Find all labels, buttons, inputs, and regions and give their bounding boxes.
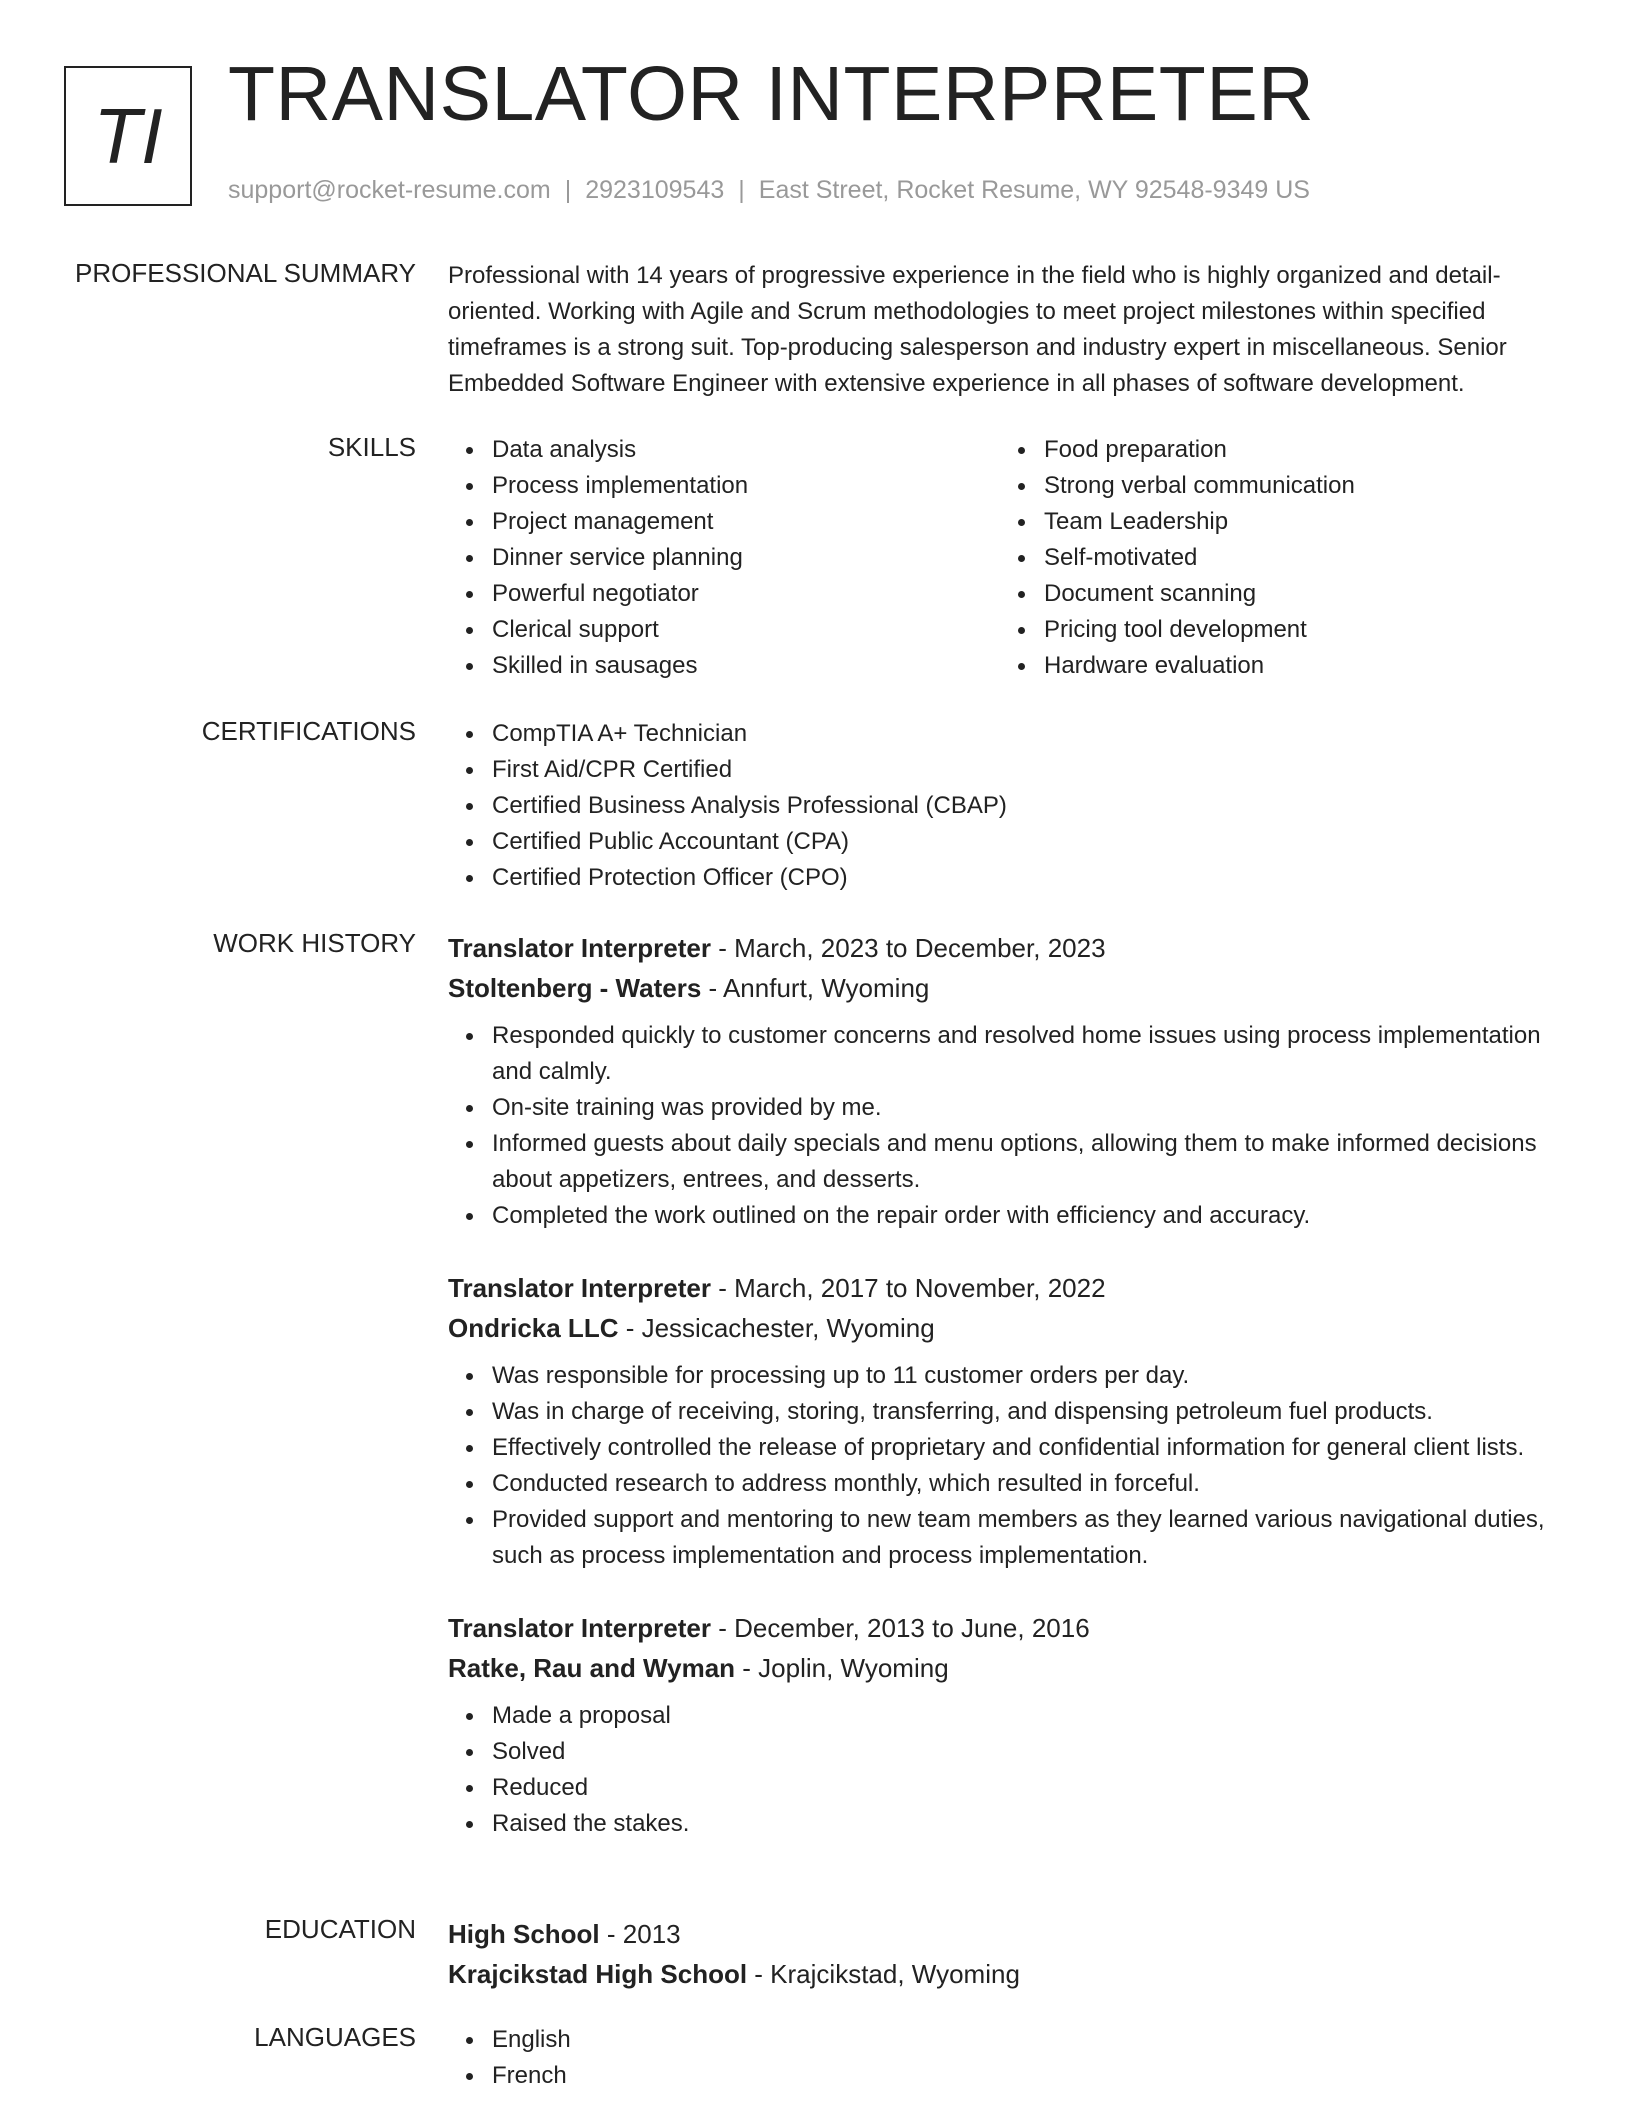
skills-column-right — [1000, 432, 1552, 684]
skill-item: Pricing tool development — [1000, 612, 1552, 648]
job-duty-item: Effectively controlled the release of proprietary and confidential information for general client lists. — [448, 1430, 1558, 1466]
skills-column-left — [448, 432, 1000, 684]
skill-item: Self-motivated — [1000, 540, 1552, 576]
employer-line — [448, 1648, 1558, 1688]
certifications-body — [448, 716, 1558, 896]
skill-item: Team Leadership — [1000, 504, 1552, 540]
skill-item: Project management — [448, 504, 1000, 540]
job-title: Translator Interpreter — [448, 1613, 711, 1643]
section-label-summary: PROFESSIONAL SUMMARY — [75, 258, 416, 288]
job-duties-list — [448, 1358, 1558, 1574]
job-duty-item: Raised the stakes. — [448, 1806, 1558, 1842]
job-title-line — [448, 928, 1558, 968]
skill-item: Hardware evaluation — [1000, 648, 1552, 684]
job-duty-item: Conducted research to address monthly, which resulted in forceful. — [448, 1466, 1558, 1502]
skill-item: Process implementation — [448, 468, 1000, 504]
employer-location: - Joplin, Wyoming — [735, 1653, 949, 1683]
job-duty-item: Provided support and mentoring to new team members as they learned various navigational duties, such as process implementation and process implementation. — [448, 1502, 1558, 1574]
certification-item: Certified Public Accountant (CPA) — [448, 824, 1558, 860]
education-body — [448, 1914, 1558, 1994]
contact-separator: | — [564, 176, 572, 204]
languages-list — [448, 2022, 1558, 2094]
certification-item: Certified Business Analysis Professional (CBAP) — [448, 788, 1558, 824]
education-degree: High School — [448, 1919, 600, 1949]
certification-item: First Aid/CPR Certified — [448, 752, 1558, 788]
section-label-skills: SKILLS — [327, 432, 416, 462]
job-entry — [448, 1608, 1558, 1842]
job-title: Translator Interpreter — [448, 1273, 711, 1303]
section-label-education: EDUCATION — [264, 1914, 416, 1944]
monogram-box — [64, 66, 192, 206]
certification-item: Certified Protection Officer (CPO) — [448, 860, 1558, 896]
job-duty-item: Made a proposal — [448, 1698, 1558, 1734]
job-dates: - March, 2023 to December, 2023 — [710, 933, 1106, 963]
skill-item: Food preparation — [1000, 432, 1552, 468]
skill-item: Clerical support — [448, 612, 1000, 648]
skill-item: Data analysis — [448, 432, 1000, 468]
job-duties-list — [448, 1018, 1558, 1234]
skill-item: Skilled in sausages — [448, 648, 1000, 684]
employer-location: - Jessicachester, Wyoming — [618, 1313, 935, 1343]
job-entry — [448, 928, 1558, 1234]
skill-item: Strong verbal communication — [1000, 468, 1552, 504]
skill-item: Dinner service planning — [448, 540, 1000, 576]
job-duty-item: Was responsible for processing up to 11 customer orders per day. — [448, 1358, 1558, 1394]
job-duty-item: Completed the work outlined on the repair order with efficiency and accuracy. — [448, 1198, 1558, 1234]
education-school-line — [448, 1954, 1558, 1994]
employer-location: - Annfurt, Wyoming — [701, 973, 930, 1003]
section-label-work: WORK HISTORY — [213, 928, 416, 958]
contact-phone: 2923109543 — [585, 176, 725, 204]
job-dates: - December, 2013 to June, 2016 — [710, 1613, 1090, 1643]
job-duty-item: Solved — [448, 1734, 1558, 1770]
education-school: Krajcikstad High School — [448, 1959, 748, 1989]
job-title-line — [448, 1268, 1558, 1308]
job-duties-list — [448, 1698, 1558, 1842]
skills-body — [448, 432, 1558, 684]
education-degree-line — [448, 1914, 1558, 1954]
job-dates: - March, 2017 to November, 2022 — [710, 1273, 1106, 1303]
job-duty-item: Informed guests about daily specials and menu options, allowing them to make informed decisions about appetizers, entrees, and desserts. — [448, 1126, 1558, 1198]
monogram-initials: TI — [93, 91, 163, 180]
languages-body — [448, 2022, 1558, 2094]
job-duty-item: Reduced — [448, 1770, 1558, 1806]
employer-line — [448, 1308, 1558, 1348]
employer-name: Ratke, Rau and Wyman — [448, 1653, 736, 1683]
summary-body — [448, 258, 1558, 402]
contact-address: East Street, Rocket Resume, WY 92548-9349 US — [758, 176, 1310, 204]
education-year: - 2013 — [599, 1919, 681, 1949]
job-duty-item: Responded quickly to customer concerns and resolved home issues using process implementation and calmly. — [448, 1018, 1558, 1090]
skill-item: Powerful negotiator — [448, 576, 1000, 612]
job-entry — [448, 1268, 1558, 1574]
job-title: Translator Interpreter — [448, 933, 711, 963]
contact-email: support@rocket-resume.com — [228, 176, 551, 204]
language-item: French — [448, 2058, 1558, 2094]
contact-separator: | — [738, 176, 745, 204]
certifications-list — [448, 716, 1558, 896]
job-title-line — [448, 1608, 1558, 1648]
summary-text: Professional with 14 years of progressive experience in the field who is highly organized and detail-oriented. Working with Agile and Scrum methodologies to meet project milestones within specified timeframes is a strong suit. Top-producing salesperson and industry expert in miscellaneous. Senior Embedded Software Engineer with extensive experience in all phases of software development. — [448, 262, 1507, 397]
education-location: - Krajcikstad, Wyoming — [747, 1959, 1020, 1989]
skill-item: Document scanning — [1000, 576, 1552, 612]
certification-item: CompTIA A+ Technician — [448, 716, 1558, 752]
section-label-certifications: CERTIFICATIONS — [201, 716, 416, 746]
section-label-languages: LANGUAGES — [254, 2022, 416, 2052]
employer-name: Ondricka LLC — [448, 1313, 619, 1343]
resume-name: TRANSLATOR INTERPRETER — [228, 51, 1315, 137]
contact-line — [228, 176, 1310, 205]
language-item: English — [448, 2022, 1558, 2058]
employer-name: Stoltenberg - Waters — [448, 973, 702, 1003]
employer-line — [448, 968, 1558, 1008]
job-duty-item: Was in charge of receiving, storing, transferring, and dispensing petroleum fuel products. — [448, 1394, 1558, 1430]
job-duty-item: On-site training was provided by me. — [448, 1090, 1558, 1126]
work-history-body — [448, 928, 1558, 1842]
